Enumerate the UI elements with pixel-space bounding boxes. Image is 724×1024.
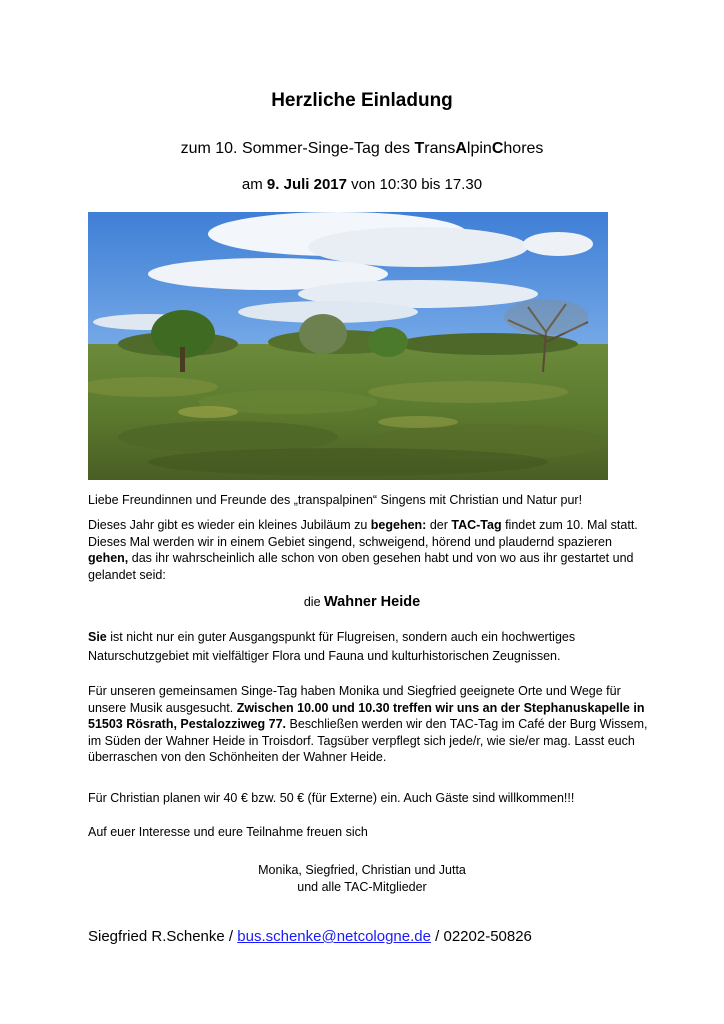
- text-run: findet zum 10. Mal statt. Dieses Mal werden wir in einem Gebiet singend, schweigend, hörend und plaudernd spazieren: [88, 518, 638, 549]
- subtitle-part: lpin: [466, 140, 492, 157]
- paragraph-closing: Auf euer Interesse und eure Teilnahme freuen sich: [88, 825, 368, 839]
- date-day: 9. Juli 2017: [266, 176, 347, 193]
- subtitle-letter-a: A: [455, 140, 467, 157]
- signature-names: Monika, Siegfried, Christian und Jutta: [258, 863, 466, 877]
- text-bold: gehen,: [88, 551, 129, 565]
- text-run: das ihr wahrscheinlich alle schon von oben gesehen habt und von wo aus ihr gestartet und gelandet seid:: [88, 551, 634, 582]
- location-name: Wahner Heide: [324, 594, 421, 610]
- text-run: Beschließen werden wir den TAC-Tag im Café der Burg Wissem, im Süden der Wahner Heide in Troisdorf. Tagsüber verpflegt sich jede/r, wie sie/er mag. Lasst euch überraschen von den Schönheiten der Wahner Heide.: [88, 717, 648, 764]
- location-heading: [0, 594, 724, 610]
- text-bold: TAC-Tag: [451, 518, 502, 532]
- paragraph-heide: [88, 628, 648, 666]
- text-run: Für unseren gemeinsamen Singe-Tag haben Monika und Siegfried geeignete Orte und Wege für unsere Musik ausgesucht.: [88, 684, 621, 715]
- text-run: Dieses Jahr gibt es wieder ein kleines Jubiläum zu: [88, 518, 371, 532]
- date-prefix: am: [241, 176, 267, 193]
- page-title: Herzliche Einladung: [271, 90, 453, 111]
- subtitle-part: rans: [424, 140, 456, 157]
- contact-name: Siegfried R.Schenke: [88, 928, 225, 945]
- signature-members: und alle TAC-Mitglieder: [297, 880, 427, 894]
- contact-phone: 02202-50826: [443, 928, 532, 945]
- subtitle: [0, 140, 724, 158]
- paragraph-costs: Für Christian planen wir 40 € bzw. 50 € (für Externe) ein. Auch Gäste sind willkommen!!!: [88, 791, 575, 805]
- email-link[interactable]: bus.schenke@netcologne.de: [237, 928, 431, 945]
- meeting-point: Zwischen 10.00 und 10.30 treffen wir uns an der Stephanuskapelle in 51503 Rösrath, Pestalozziweg 77.: [88, 700, 645, 731]
- separator: /: [430, 928, 444, 945]
- contact-footer: [88, 928, 648, 945]
- paragraph-jubilee: [88, 517, 648, 583]
- signature: [0, 862, 724, 896]
- text-run: ist nicht nur ein guter Ausgangspunkt für Flugreisen, sondern auch ein hochwertiges Naturschutzgebiet mit vielfältiger Flora und Fauna und kulturhistorischen Zeugnissen.: [88, 630, 576, 663]
- subtitle-letter-c: C: [491, 140, 504, 157]
- paragraph-meeting: [88, 683, 648, 766]
- text-bold: begehen:: [370, 518, 427, 532]
- text-run: der: [426, 518, 452, 532]
- event-date: [0, 176, 724, 193]
- subtitle-part: hores: [503, 140, 544, 157]
- landscape-photo: [88, 212, 608, 480]
- separator: /: [224, 928, 238, 945]
- intro-text: Liebe Freundinnen und Freunde des „transpalpinen“ Singens mit Christian und Natur pur!: [88, 493, 583, 507]
- text-bold: Sie: [88, 630, 107, 644]
- subtitle-text: zum 10. Sommer-Singe-Tag des: [180, 140, 415, 157]
- location-prefix: die: [303, 595, 324, 609]
- date-time: von 10:30 bis 17.30: [346, 176, 483, 193]
- subtitle-letter-t: T: [414, 140, 425, 157]
